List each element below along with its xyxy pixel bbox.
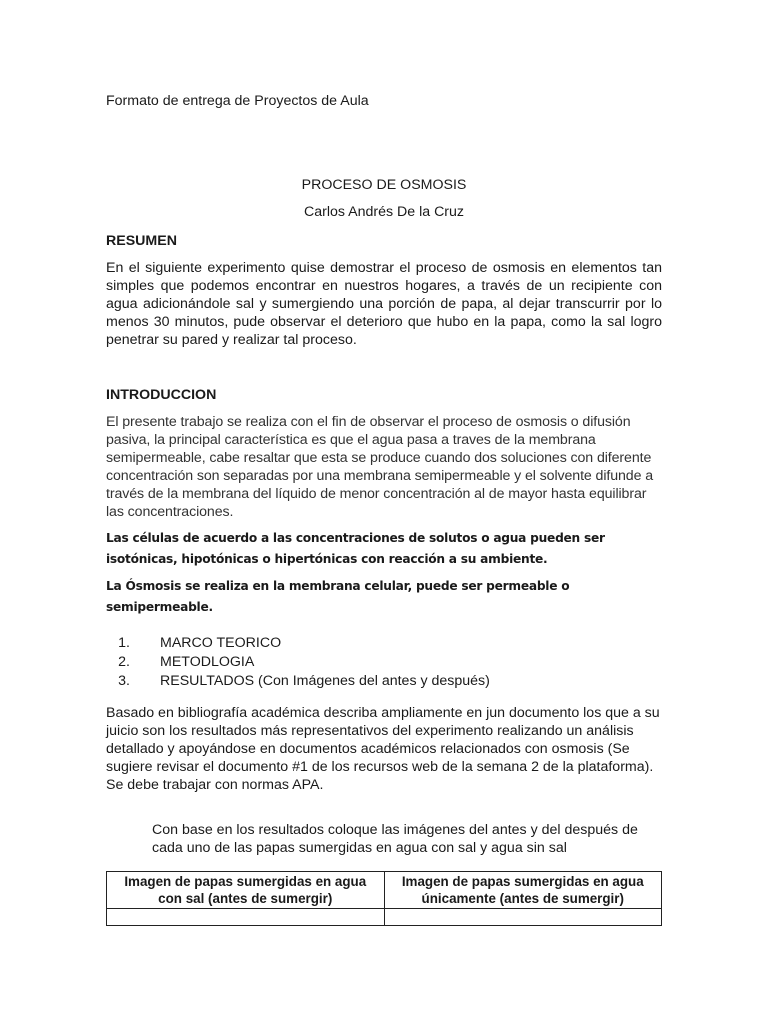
introduccion-heading: INTRODUCCION <box>106 387 217 403</box>
resumen-heading: RESUMEN <box>106 233 177 249</box>
table-cell[interactable] <box>384 909 662 926</box>
list-item <box>112 634 652 653</box>
list-item <box>112 672 652 691</box>
cell-tonicity-paragraph: Las células de acuerdo a las concentraciones de solutos o agua pueden ser isotónicas, hipotónicas o hipertónicas con reacción a su ambiente. <box>106 531 605 566</box>
introduccion-body: El presente trabajo se realiza con el fin de observar el proceso de osmosis o difusión pasiva, la principal característica es que el agua pasa a traves de la membrana semipermeable, cabe resaltar que esta se produce cuando dos soluciones con diferente concentración son separadas por una membrana semipermeable y el solvente difunde a través de la membrana del líquido de menor concentración al de mayor hasta equilibrar las concentraciones. <box>106 414 654 520</box>
list-item-number: 2. <box>118 654 130 670</box>
list-item-label: MARCO TEORICO <box>160 635 282 651</box>
list-item-number: 1. <box>118 635 130 651</box>
table-header-row <box>107 872 662 909</box>
list-item <box>112 653 652 672</box>
table-cell[interactable] <box>107 909 385 926</box>
table-header-cell: Imagen de papas sumergidas en agua con sal (antes de sumergir) <box>107 872 385 909</box>
instructions-paragraph: Basado en bibliografía académica describa ampliamente en jun documento los que a su juicio son los resultados más representativos del experimento realizando un análisis detallado y apoyándose en documentos académicos relacionados con osmosis (Se sugiere revisar el documento #1 de los recursos web de la semana 2 de la plataforma). Se debe trabajar con normas APA. <box>106 705 660 793</box>
author-name: Carlos Andrés De la Cruz <box>303 204 465 220</box>
sections-list <box>112 634 652 691</box>
project-title: PROCESO DE OSMOSIS <box>301 177 467 193</box>
list-item-number: 3. <box>118 673 130 689</box>
table-instructions-paragraph: Con base en los resultados coloque las imágenes del antes y del después de cada uno de las papas sumergidas en agua con sal y agua sin sal <box>152 822 638 856</box>
resumen-body: En el siguiente experimento quise demostrar el proceso de osmosis en elementos tan simples que podemos encontrar en nuestros hogares, a través de un recipiente con agua adicionándole sal y sumergiendo una porción de papa, al dejar transcurrir por lo menos 30 minutos, pude observar el deterioro que hubo en la papa, como la sal logro penetrar su pared y realizar tal proceso. <box>106 260 662 348</box>
list-item-label: RESULTADOS (Con Imágenes del antes y después) <box>160 673 490 689</box>
results-table <box>106 871 662 926</box>
list-item-label: METODLOGIA <box>160 654 255 670</box>
osmosis-membrane-paragraph: La Ósmosis se realiza en la membrana celular, puede ser permeable o semipermeable. <box>106 579 570 614</box>
format-title: Formato de entrega de Proyectos de Aula <box>106 93 369 109</box>
table-header-cell: Imagen de papas sumergidas en agua únicamente (antes de sumergir) <box>384 872 662 909</box>
table-row <box>107 909 662 926</box>
